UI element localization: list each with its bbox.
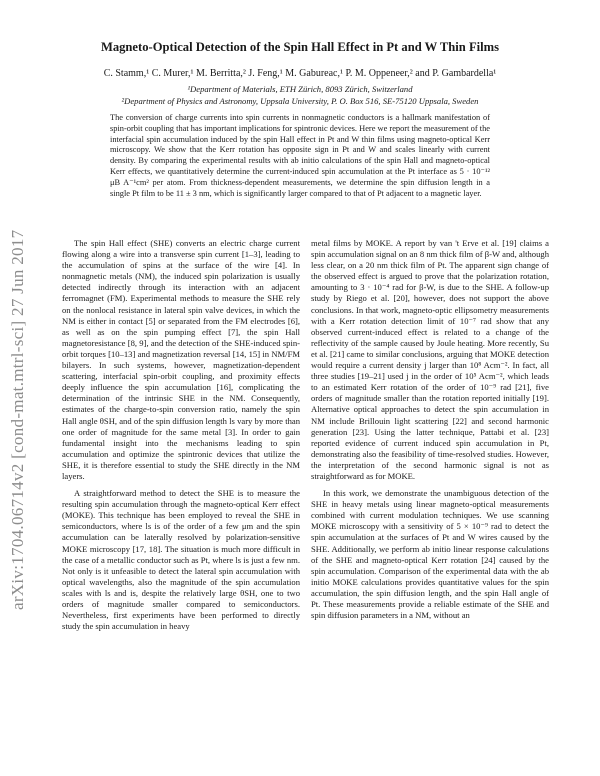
affiliation-1: ¹Department of Materials, ETH Zürich, 8093 Zürich, Switzerland [187,84,413,94]
affiliation-2: ²Department of Physics and Astronomy, Uppsala University, P. O. Box 516, SE-75120 Uppsala, Sweden [121,96,479,106]
arxiv-stamp [8,130,44,610]
left-column [62,238,300,638]
arxiv-id: arXiv:1704.06714v2 [cond-mat.mtrl-sci] 27 Jun 2017 [8,229,27,610]
paragraph: metal films by MOKE. A report by van 't Erve et al. [19] claims a spin accumulation signal on an 8 nm thick film of β-W and, although less clear, on a 20 nm thick film of Pt. The apparent sign change of the observed effect is argued to prove that the polarization rotation, amounting to 3 · 10⁻⁴ rad for β-W, is due to the SHE. A follow-up study by Riego et al. [20], however, does not support the above conclusions. In that work, magneto-optic ellipsometry measurements with a Kerr rotation detection limit of 10⁻⁷ rad show that any observed current-induced effect is related to a change of the reflectivity of the sample caused by Joule heating. More recently, Su et al. [21] came to similar conclusions, arguing that MOKE detection would require a current density j larger than 10⁸ Acm⁻². In fact, all three studies [19–21] used j in the order of 10⁵ Acm⁻², which leads to an estimated Kerr rotation of the order of 10⁻⁹ rad [21], five orders of magnitude smaller than the rotation reported initially [19]. Alternative optical approaches to detect the spin accumulation in NM include Brillouin light scattering [22] and second harmonic generation [23]. Using the latter technique, Pattabi et al. [23] reported evidence of current induced spin accumulation in Pt, demonstrating also the feasibility of time-resolved studies. However, the interpretation of the second harmonic signal is not as straightforward as for MOKE. [311,238,549,481]
paragraph: In this work, we demonstrate the unambiguous detection of the SHE in heavy metals using linear magneto-optical measurements combined with current modulation techniques. We use scanning MOKE microscopy with a sensitivity of 5 × 10⁻⁹ rad to detect the spin accumulation at the surfaces of Pt and W wires caused by the SHE. Additionally, we perform ab initio linear response calculations of the SHE and magneto-optical Kerr rotation [24] caused by the spin accumulation. Comparison of the experimental data with the ab initio MOKE calculations provides quantitative values for the spin accumulation, the spin diffusion length, and the spin Hall angle of Pt. These measurements provide a reliable estimate of the SHE and spin diffusion parameters in a NM, without an [311,488,549,621]
right-column [311,238,549,627]
paragraph: The spin Hall effect (SHE) converts an electric charge current flowing along a wire into a transverse spin current [1–3], leading to the accumulation of spins at the surface of the wire [4]. In nonmagnetic metals (NM), the induced spin polarization is usually detected indirectly through its interaction with an adjacent ferromagnet (FM). Experimental methods to measure the SHE rely on the nonlocal resistance in lateral spin valve devices, in which the NM is either in contact [5] or separated from the FM electrodes [6], as well as on the spin pumping effect [7], the spin Hall magnetoresistance [8, 9], and the detection of the SHE-induced spin-orbit torques [10–13] and magnetization reversal [14, 15] in NM/FM bilayers. In such systems, however, magnetization-dependent scattering, interfacial spin-orbit coupling, and proximity effects deeply influence the spin accumulation [16], complicating the determination of the intrinsic SHE in the NM. Consequently, estimates of the charge-to-spin conversion ratio, namely the spin Hall angle θSH, and of the spin diffusion length ls vary by more than one order of magnitude for the same metal [3]. In order to gain fundamental insight into the mechanisms leading to spin accumulation and optimize the spintronic devices that utilize the SHE, it is therefore essential to study the SHE directly in the NM layers. [62,238,300,481]
paragraph: A straightforward method to detect the SHE is to measure the resulting spin accumulation through the magneto-optical Kerr effect (MOKE). This technique has been employed to reveal the SHE in semiconductors, where ls is of the order of a few μm and the spin accumulation can be laterally resolved by polarization-sensitive MOKE microscopy [17, 18]. The situation is much more difficult in the case of a metallic conductor such as Pt, where ls is just a few nm. Not only is it unfeasible to detect the lateral spin accumulation with optical wavelengths, also the magnitude of the spin accumulation scales with ls and is, despite the relatively large θSH, one to two orders of magnitude smaller compared to semiconductors. Nevertheless, first experiments have been performed to directly study the spin accumulation in heavy [62,488,300,632]
author-list: C. Stamm,¹ C. Murer,¹ M. Berritta,² J. Feng,¹ M. Gabureac,¹ P. M. Oppeneer,² and P. Gambardella¹ [103,68,497,79]
paper-title: Magneto-Optical Detection of the Spin Hall Effect in Pt and W Thin Films [100,40,500,54]
abstract: The conversion of charge currents into spin currents in nonmagnetic conductors is a hallmark manifestation of spin-orbit coupling that has important implications for spintronic devices. Here we report the measurement of the interfacial spin accumulation induced by the spin Hall effect in Pt and W thin films using magneto-optical Kerr microscopy. We show that the Kerr rotation has opposite sign in Pt and W and scales linearly with current density. By comparing the experimental results with ab initio calculations of the spin Hall and magneto-optical Kerr effects, we quantitatively determine the current-induced spin accumulation at the Pt interface as 5 · 10⁻¹² μB A⁻¹cm² per atom. From thickness-dependent measurements, we determine the spin diffusion length in a single Pt film to be 11 ± 3 nm, which is significantly larger compared to that of Pt adjacent to a magnetic layer. [110,113,490,198]
